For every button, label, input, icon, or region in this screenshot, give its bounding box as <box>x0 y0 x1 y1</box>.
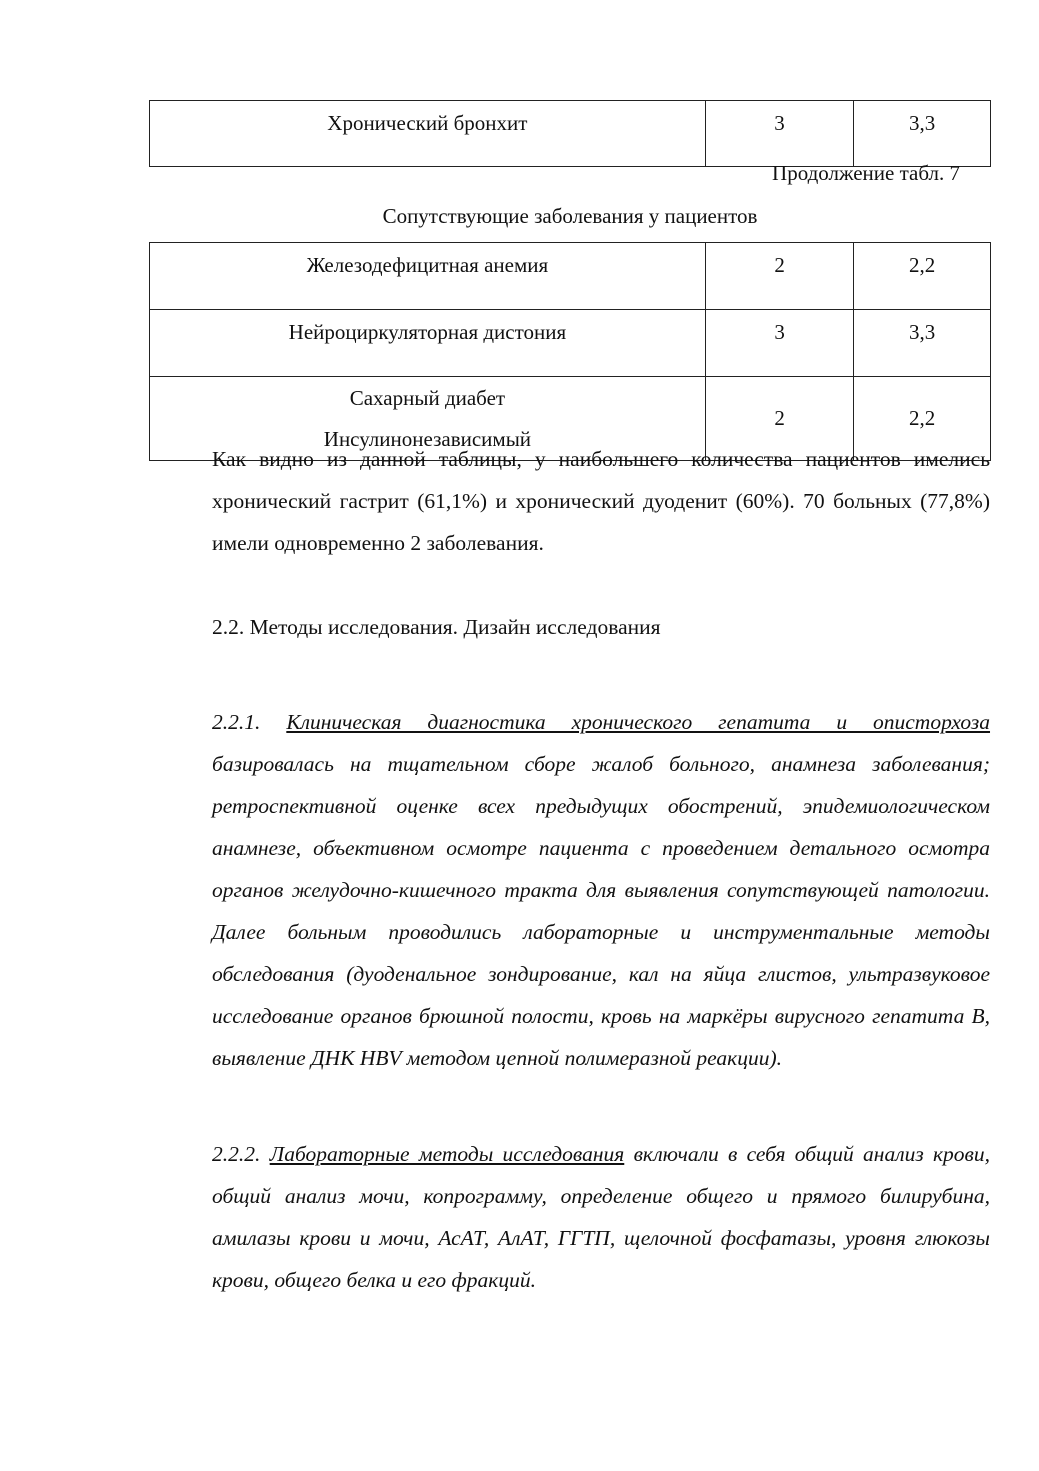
paragraph-lab-methods <box>212 1133 990 1301</box>
comorbidities-table <box>149 242 991 461</box>
table-row <box>150 243 991 310</box>
table-row <box>150 310 991 377</box>
percent-cell: 2,2 <box>854 377 991 461</box>
paragraph-table-summary: Как видно из данной таблицы, у наибольшего количества пациентов имелись хронический гастрит (61,1%) и хронический дуоденит (60%). 70 больных (77,8%) имели одновременно 2 заболевания. <box>212 447 990 555</box>
disease-name-cell: Нейроциркуляторная дистония <box>150 310 706 377</box>
disease-name-cell: Хронический бронхит <box>150 101 706 167</box>
section-heading: 2.2. Методы исследования. Дизайн исследования <box>212 615 661 639</box>
paragraph-text: базировалась на тщательном сборе жалоб больного, анамнеза заболевания; ретроспективной оценке всех предыдущих обострений, эпидемиологическом анамнезе, объективном осмотре пациента с проведением детального осмотра органов желудочно-кишечного тракта для выявления сопутствующей патологии. Далее больным проводились лабораторные и инструментальные методы обследования (дуоденальное зондирование, кал на яйца глистов, ультразвуковое исследование органов брюшной полости, кровь на маркёры вирусного гепатита В, выявление ДНК HBV методом цепной полимеразной реакции). <box>212 752 990 1070</box>
table-fragment-top <box>149 100 991 167</box>
paragraph-clinical-diagnostics <box>212 701 990 1079</box>
subsection-number: 2.2.1. <box>212 710 261 734</box>
paragraph-text: включали в себя общий анализ крови, общий анализ мочи, копрограмму, определение общего и прямого билирубина, амилазы крови и мочи, АсАТ, АлАТ, ГГТП, щелочной фосфатазы, уровня глюкозы крови, общего белка и его фракций. <box>212 1142 991 1292</box>
percent-cell: 3,3 <box>854 310 991 377</box>
table-title: Сопутствующие заболевания у пациентов <box>382 204 758 228</box>
disease-name-line-1: Сахарный диабет <box>349 385 506 410</box>
patient-count-cell: 2 <box>705 243 854 310</box>
patient-count-cell: 2 <box>705 377 854 461</box>
table-continuation-label: Продолжение табл. 7 <box>772 161 960 185</box>
patient-count-cell: 3 <box>705 101 854 167</box>
disease-name-line-2: Инсулинонезависимый <box>323 426 532 451</box>
subsection-title: Клиническая диагностика хронического гепатита и описторхоза <box>286 710 991 734</box>
percent-cell: 2,2 <box>854 243 991 310</box>
table-row <box>150 101 991 167</box>
patient-count-cell: 3 <box>705 310 854 377</box>
subsection-title: Лабораторные методы исследования <box>269 1142 625 1166</box>
disease-name-cell: Железодефицитная анемия <box>150 243 706 310</box>
subsection-number: 2.2.2. <box>212 1142 261 1166</box>
percent-cell: 3,3 <box>854 101 991 167</box>
